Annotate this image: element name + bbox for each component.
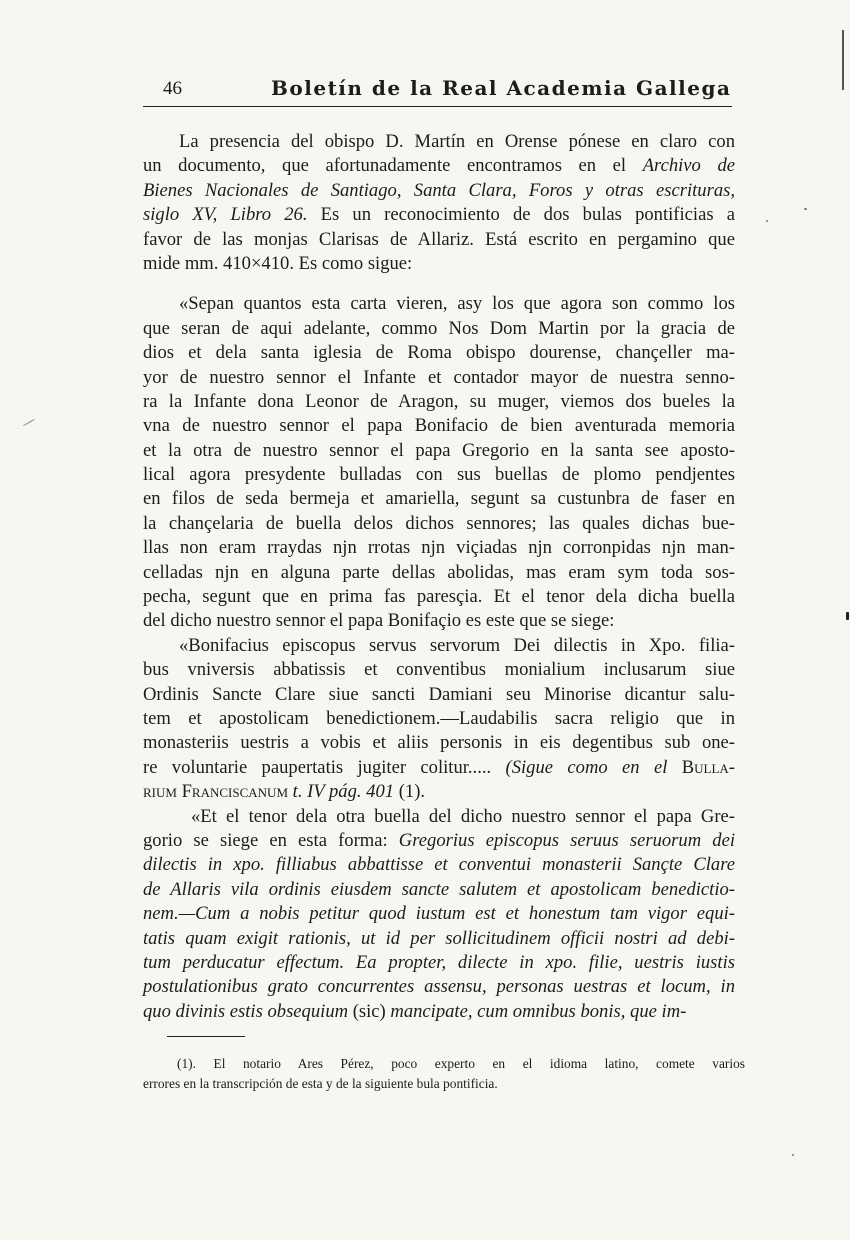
text-line xyxy=(143,414,735,438)
text-line xyxy=(143,536,735,560)
text-line xyxy=(143,1000,735,1024)
text-run: dios et dela santa iglesia de Roma obispo dourense, chançeller ma- xyxy=(143,342,735,364)
text-line xyxy=(143,512,735,536)
text-run: llas non eram rraydas njn rrotas njn viçiadas njn corronpidas njn man- xyxy=(143,537,735,559)
text-run: bus vniversis abbatissis et conventibus monialium inclusarum siue xyxy=(143,659,735,681)
text-run: Gregorius episcopus seruus seruorum dei xyxy=(398,829,735,851)
text-line xyxy=(143,341,735,365)
text-run: lical agora presydente bulladas con sus buellas de plomo pendjentes xyxy=(143,464,735,486)
text-run: Bulla- xyxy=(681,756,736,778)
text-run: gorio se siege en esta forma: xyxy=(143,829,399,851)
text-run: Ordinis Sancte Clare siue sancti Damiani seu Minorise dicantur salu- xyxy=(143,683,735,705)
footnote-line: errores en la transcripción de esta y de la siguiente bula pontificia. xyxy=(143,1076,498,1091)
text-line xyxy=(143,780,735,804)
text-run: de Allaris vila ordinis eiusdem sancte salutem et apostolicam benedictio- xyxy=(143,878,735,900)
text-run: mide mm. 410×410. Es como sigue: xyxy=(143,252,413,274)
text-run: ra la Infante dona Leonor de Aragon, su muger, viemos dos bueles la xyxy=(143,390,735,412)
paragraph-document xyxy=(143,292,735,633)
text-line xyxy=(143,252,735,276)
footnote-line: (1). El notario Ares Pérez, poco experto en el idioma latino, comete varios xyxy=(177,1056,745,1071)
scan-speck xyxy=(792,1154,794,1156)
text-line xyxy=(143,805,735,829)
text-run: (1). xyxy=(394,781,426,803)
body-text xyxy=(143,130,735,1024)
text-run: mancipate, cum omnibus bonis, que im- xyxy=(385,1000,687,1022)
text-run: tum perducatur effectum. Ea propter, dilecte in xpo. filie, uestris iustis xyxy=(143,951,735,973)
text-run: vna de nuestro sennor el papa Bonifacio de bien aventurada memoria xyxy=(143,415,735,437)
text-run: en filos de seda bermeja et amariella, segunt sa custunbra de faser en xyxy=(143,488,735,510)
text-line xyxy=(143,203,735,227)
scan-speck xyxy=(23,419,36,427)
text-run: del dicho nuestro sennor el papa Bonifaçio es este que se siege: xyxy=(143,610,615,632)
text-line xyxy=(143,658,735,682)
text-line xyxy=(143,878,735,902)
text-line xyxy=(143,585,735,609)
text-run: Es un reconocimiento de dos bulas pontificias a xyxy=(307,204,735,226)
text-run: postulationibus grato concurrentes assensu, personas uestras et locum, in xyxy=(143,976,735,998)
text-run: La presencia del obispo D. Martín en Orense pónese en claro con xyxy=(179,131,735,152)
text-run: yor de nuestro sennor el Infante et contador mayor de nuestra senno- xyxy=(143,366,735,388)
text-line xyxy=(143,731,735,755)
text-line xyxy=(143,439,735,463)
text-line xyxy=(143,292,735,316)
text-run: «Bonifacius episcopus servus servorum Dei dilectis in Xpo. filia- xyxy=(179,634,735,656)
text-run: pecha, segunt que en prima fas paresçia. Et el tenor dela dicha buella xyxy=(143,586,735,608)
text-line xyxy=(143,853,735,877)
text-line xyxy=(143,683,735,707)
text-line xyxy=(143,707,735,731)
running-title: Boletín de la Real Academia Gallega xyxy=(271,76,732,100)
scan-speck xyxy=(846,612,849,620)
text-run: et la otra de nuestro sennor el papa Gregorio en la santa see aposto- xyxy=(143,439,735,461)
text-run: monasteriis uestris a vobis et aliis personis in eis degentibus sub one- xyxy=(143,732,735,754)
page-number: 46 xyxy=(163,78,182,99)
text-run: rium Franciscanum xyxy=(143,781,289,803)
text-run: (sic) xyxy=(352,1000,386,1022)
page-header xyxy=(143,76,732,106)
scan-speck xyxy=(842,30,844,90)
text-run: tatis quam exigit rationis, ut id per sollicitudinem officii nostri ad debi- xyxy=(143,927,735,949)
text-line xyxy=(143,390,735,414)
text-line xyxy=(143,561,735,585)
paragraph-gap xyxy=(143,276,735,292)
scan-speck xyxy=(766,220,768,222)
text-run: t. IV pág. 401 xyxy=(288,781,395,803)
text-line xyxy=(143,154,735,178)
text-run: (Sigue como en el xyxy=(505,756,682,778)
text-line xyxy=(143,463,735,487)
text-run: un documento, que afortunadamente encontramos en el xyxy=(143,155,643,177)
text-line xyxy=(143,317,735,341)
paragraph-intro xyxy=(143,130,735,276)
text-run: tem et apostolicam benedictionem.—Laudabilis sacra religio que in xyxy=(143,707,735,729)
text-line xyxy=(143,366,735,390)
text-run: Bienes Nacionales de Santiago, Santa Clara, Foros y otras escrituras, xyxy=(143,179,735,201)
paragraph-gregorius-bull xyxy=(143,805,735,1025)
text-line xyxy=(143,228,735,252)
paragraph-bonifacius-bull xyxy=(143,634,735,805)
text-run: «Et el tenor dela otra buella del dicho nuestro sennor el papa Gre- xyxy=(191,805,735,827)
scan-speck xyxy=(804,208,807,210)
text-line xyxy=(143,130,735,154)
text-line xyxy=(143,487,735,511)
text-run: favor de las monjas Clarisas de Allariz. Está escrito en pergamino que xyxy=(143,228,735,250)
text-run: celladas njn en alguna parte dellas abolidas, mas eram sym toda sos- xyxy=(143,561,735,583)
text-run: la chançelaria de buella delos dichos sennores; las quales dichas bue- xyxy=(143,512,735,534)
text-run: re voluntarie paupertatis jugiter colitur..... xyxy=(143,756,506,778)
text-run: nem.—Cum a nobis petitur quod iustum est et honestum tam vigor equi- xyxy=(143,903,735,925)
text-run: que seran de aqui adelante, commo Nos Dom Martin por la gracia de xyxy=(143,317,735,339)
text-run: dilectis in xpo. filliabus abbattisse et conventui monasterii Sançte Clare xyxy=(143,854,735,876)
text-line xyxy=(143,756,735,780)
text-line xyxy=(143,951,735,975)
text-line xyxy=(143,179,735,203)
text-line xyxy=(143,927,735,951)
header-rule xyxy=(143,106,732,107)
text-line xyxy=(143,829,735,853)
text-line xyxy=(143,902,735,926)
text-line xyxy=(143,634,735,658)
footnote-rule xyxy=(167,1036,245,1037)
text-run: «Sepan quantos esta carta vieren, asy los que agora son commo los xyxy=(179,293,735,315)
text-line xyxy=(143,975,735,999)
text-run: quo divinis estis obsequium xyxy=(143,1000,353,1022)
footnote xyxy=(143,1054,745,1094)
text-line xyxy=(143,609,735,633)
text-run: siglo XV, Libro 26. xyxy=(143,204,308,226)
text-run: Archivo de xyxy=(642,155,735,177)
